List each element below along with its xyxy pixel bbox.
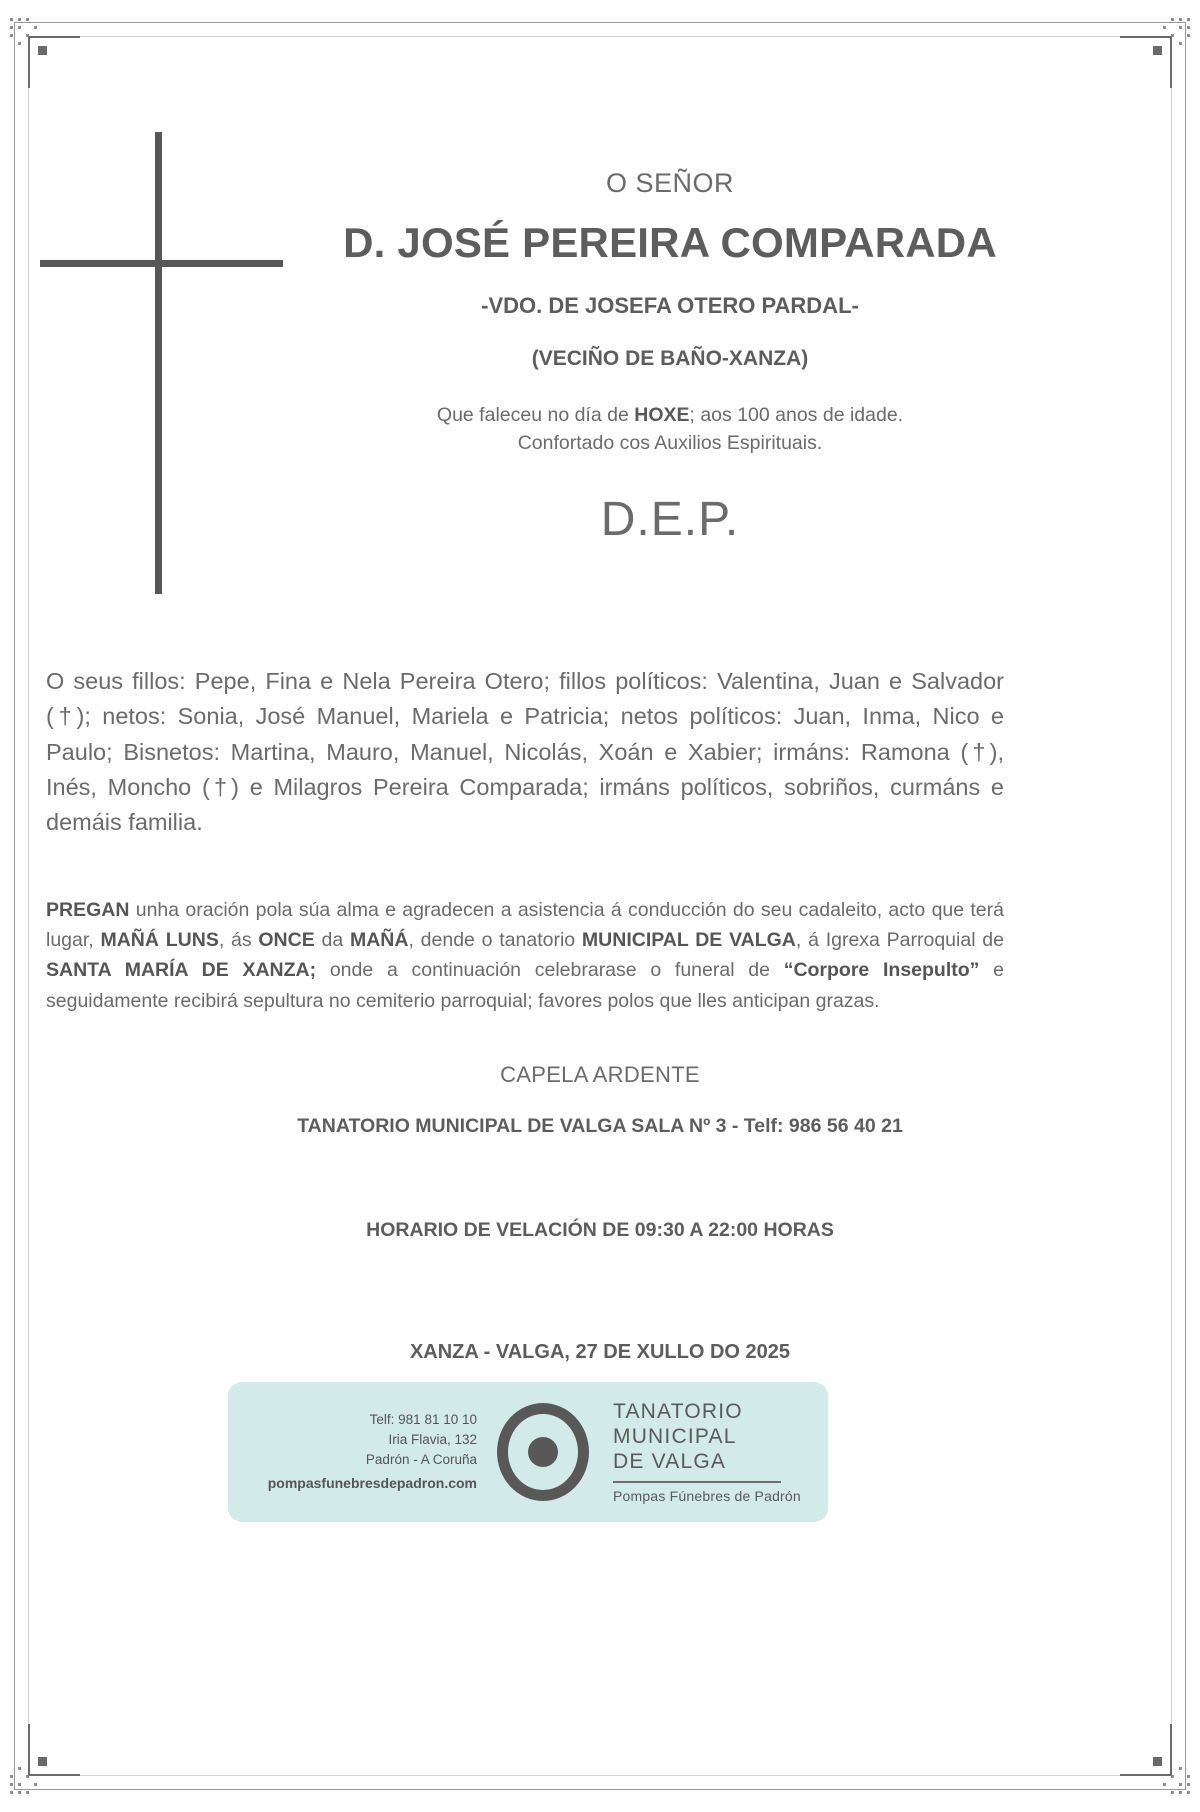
- corner-ornament-top-right: [1104, 18, 1190, 104]
- invitation-part3: da: [314, 929, 350, 952]
- corner-dots-icon: [10, 18, 44, 52]
- chapel-location: TANATORIO MUNICIPAL DE VALGA SALA Nº 3 - Telf: 986 56 40 21: [297, 1115, 903, 1137]
- invitation-part6: onde a continuación celebrarase o funeral de: [316, 959, 784, 982]
- invitation-day: MAÑÁ LUNS: [100, 929, 219, 952]
- corner-dots-icon: [10, 1760, 44, 1794]
- corner-ornament-top-left: [10, 18, 96, 104]
- contact-address-line1: Iria Flavia, 132: [388, 1431, 477, 1447]
- corner-dots-icon: [1156, 18, 1190, 52]
- family-paragraph: O seus fillos: Pepe, Fina e Nela Pereira Otero; fillos políticos: Valentina, Juan e Salvador (†); netos: Sonia, José Manuel, Mariela e Patricia; netos políticos: Juan, Inma, Nico e Paulo; Bisnetos: Martina, Mauro, Manuel, Nicolás, Xoán e Xabier; irmáns: Ramona (†), Inés, Moncho (†) e Milagros Pereira Comparada; irmáns políticos, sobriños, curmáns e demáis familia.: [46, 668, 1004, 835]
- chapel-schedule: HORARIO DE VELACIÓN DE 09:30 A 22:00 HORAS: [366, 1219, 834, 1241]
- death-day: HOXE: [634, 404, 690, 426]
- place-and-date: XANZA - VALGA, 27 DE XULLO DO 2025: [409, 1341, 791, 1363]
- invitation-daypart: MAÑÁ: [349, 929, 409, 952]
- rest-in-peace: D.E.P.: [600, 492, 740, 546]
- contact-phone: Telf: 981 81 10 10: [369, 1411, 477, 1427]
- ring-logo-icon: [491, 1403, 595, 1501]
- notice-header: [320, 168, 1020, 547]
- chapel-title: CAPELA ARDENTE: [500, 1062, 700, 1087]
- invitation-part7: e seguidamente recibirá sepultura no cemiterio parroquial; favores polos que lles anticipan grazas.: [46, 959, 1004, 1012]
- funeral-home-contact: [242, 1410, 491, 1495]
- invitation-funeral-type: “Corpore Insepulto”: [783, 959, 980, 982]
- invitation-part1: unha oración pola súa alma e agradecen a asistencia á conducción do seu cadaleito, acto que terá lugar,: [46, 899, 1004, 952]
- brand-line-3: DE VALGA: [613, 1449, 727, 1473]
- invitation-paragraph: [46, 895, 1004, 1016]
- contact-website[interactable]: pompasfunebresdepadron.com: [267, 1475, 477, 1492]
- funeral-home-brand: [595, 1400, 801, 1504]
- death-details: [320, 401, 1020, 458]
- death-line-suffix: ; aos 100 anos de idade.: [689, 404, 904, 426]
- sacraments-line: Confortado cos Auxilios Espirituais.: [517, 432, 823, 455]
- invitation-church: SANTA MARÍA DE XANZA;: [46, 959, 317, 982]
- invitation-part2: , ás: [218, 929, 259, 952]
- brand-line-1: TANATORIO: [613, 1400, 743, 1424]
- residence-line: (VECIÑO DE BAÑO-XANZA): [531, 347, 809, 370]
- invitation-part4: , dende o tanatorio: [408, 929, 582, 952]
- corner-dots-icon: [1156, 1760, 1190, 1794]
- contact-address-line2: Padrón - A Coruña: [365, 1452, 477, 1468]
- invitation-tanatorio: MUNICIPAL DE VALGA: [581, 929, 796, 952]
- honorific-label: O SEÑOR: [605, 168, 735, 198]
- brand-subtitle: Pompas Fúnebres de Padrón: [613, 1487, 801, 1504]
- cross-icon: [40, 132, 290, 602]
- death-line-prefix: Que faleceu no día de: [436, 404, 635, 426]
- brand-divider: [613, 1481, 781, 1483]
- funeral-home-logo-card: [228, 1382, 828, 1522]
- invitation-part5: , á Igrexa Parroquial de: [795, 929, 1004, 952]
- widow-line: -VDO. DE JOSEFA OTERO PARDAL-: [481, 293, 859, 318]
- deceased-name: D. JOSÉ PEREIRA COMPARADA: [343, 219, 997, 266]
- brand-line-2: MUNICIPAL: [613, 1424, 737, 1448]
- corner-ornament-bottom-right: [1104, 1708, 1190, 1794]
- pregan-lead: PREGAN: [46, 899, 130, 921]
- invitation-hour: ONCE: [258, 929, 315, 952]
- corner-ornament-bottom-left: [10, 1708, 96, 1794]
